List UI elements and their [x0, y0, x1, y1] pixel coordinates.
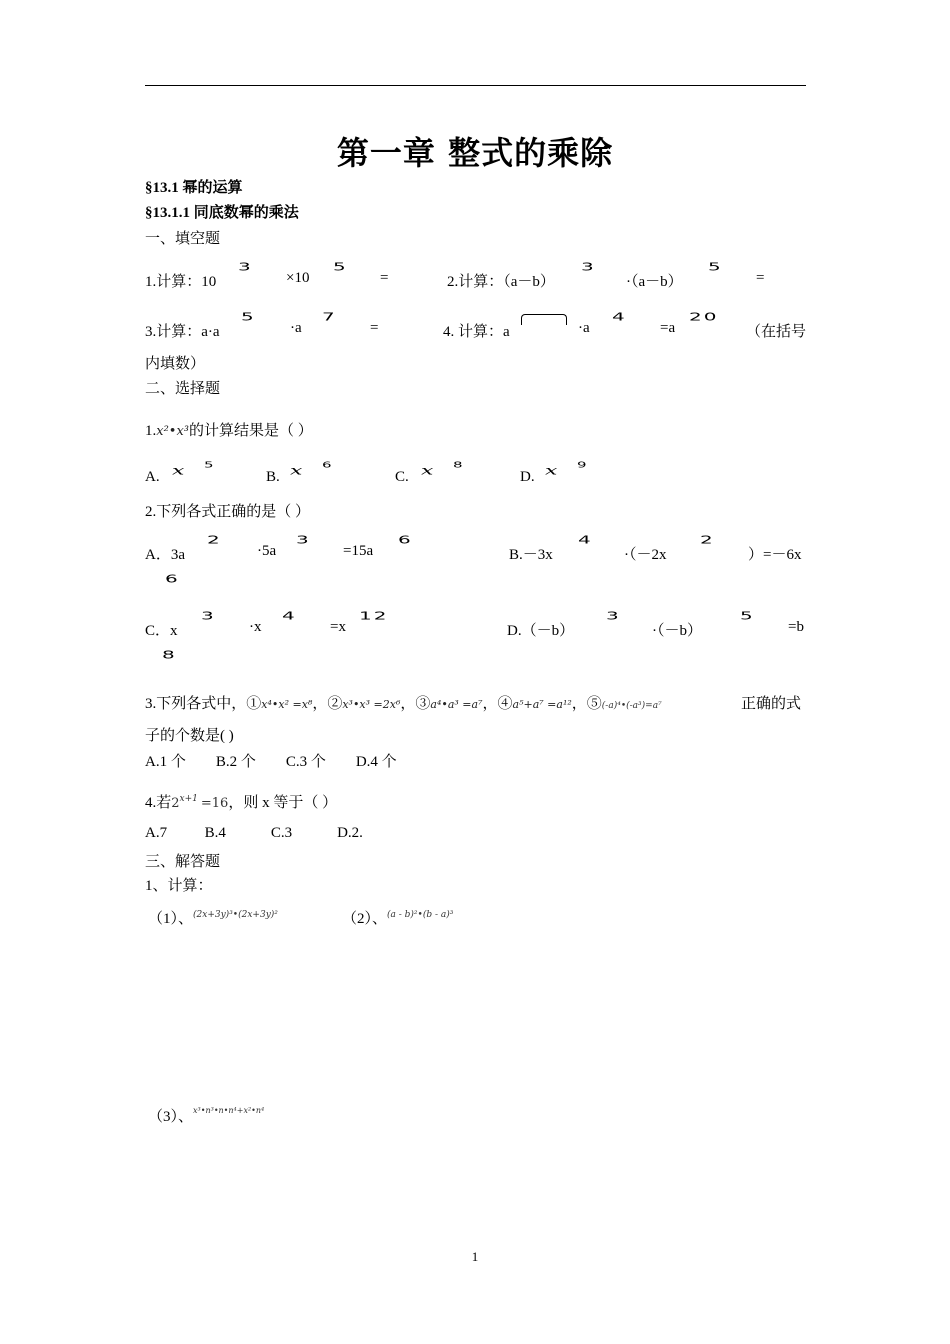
- choice-q3-expr4: a⁵+a⁷ =a¹²: [512, 698, 572, 711]
- choice-q4-base: 2: [171, 796, 180, 811]
- solve-p2-expr: (a - b)²•(b - a)³: [387, 910, 454, 920]
- chapter-title: 第一章 整式的乘除: [336, 134, 614, 172]
- fill-q2-exp2: 5: [708, 260, 723, 274]
- choice-q2-b2: ·（－2x: [624, 547, 667, 563]
- fill-q1: [145, 270, 216, 291]
- choice-q1-opt-c-base: x: [421, 464, 434, 478]
- fill-q2-mid: ·（a－b）: [626, 274, 683, 290]
- choice-q1-opt-b-base: x: [290, 464, 303, 478]
- solve-p2-label: （2）、: [342, 911, 388, 927]
- choice-q2-c1: C．x: [145, 623, 178, 639]
- choice-q3-prefix: 3.下列各式中，①: [145, 696, 262, 712]
- page-number: 1: [471, 1249, 479, 1264]
- choice-q2-c2: ·x: [249, 619, 262, 635]
- fill-q3-exp2: 7: [322, 310, 337, 324]
- choice-q1: [145, 419, 313, 440]
- choice-q1-prefix: 1.: [145, 423, 157, 439]
- choice-q1-opt-c-exp: 8: [453, 460, 465, 470]
- choice-q1-opt-c-label: C.: [395, 469, 409, 485]
- solve-p2: [342, 907, 453, 928]
- solve-p3: [148, 1105, 264, 1126]
- fill-q3-eq: =: [370, 320, 379, 336]
- choice-q1-opt-d-base: x: [545, 464, 558, 478]
- fill-q4-note: （在括号: [746, 324, 807, 340]
- choice-q2: 2.下列各式正确的是（ ）: [145, 504, 311, 520]
- fill-q3-exp1: 5: [241, 310, 256, 324]
- choice-q4: [145, 791, 337, 812]
- fill-q1-text: 1.计算：10: [145, 274, 217, 290]
- fill-q4-note-cont: 内填数）: [145, 356, 206, 372]
- choice-q2-d1: D.（－b）: [507, 623, 575, 639]
- choice-q2-d-exp3: 8: [162, 648, 177, 662]
- choice-q1-suffix: 的计算结果是（ ）: [189, 423, 313, 439]
- fill-q4-mid: ·a: [578, 320, 590, 336]
- choice-q2-a2: ·5a: [257, 543, 277, 559]
- fill-q1-exp2: 5: [333, 260, 348, 274]
- choice-q1-opt-b-exp: 6: [322, 460, 334, 470]
- choice-q1-opt-a-base: x: [172, 464, 185, 478]
- fill-heading: 一、填空题: [145, 231, 221, 247]
- subsection-heading: §13.1.1 同底数幂的乘法: [145, 205, 299, 221]
- choice-q1-expr: x²•x³: [156, 424, 190, 439]
- choice-q1-opt-a-exp: 5: [204, 460, 216, 470]
- choice-q2-a-exp1: 2: [207, 533, 222, 547]
- solve-q1: 1、计算：: [145, 878, 213, 894]
- choice-q3: [145, 692, 662, 713]
- fill-q3-mid: ·a: [290, 320, 302, 336]
- header-rule: [145, 85, 806, 86]
- choice-q4-suffix: ，则 x 等于（ ）: [228, 795, 338, 811]
- choice-q2-b-exp2: 2: [700, 533, 715, 547]
- fill-q2-exp1: 3: [581, 260, 596, 274]
- fill-q3-text: 3.计算：a·a: [145, 324, 220, 340]
- choice-q4-options: A.7 B.4 C.3 D.2.: [145, 825, 363, 841]
- solve-p1-expr: (2x+3y)³•(2x+3y)²: [193, 910, 278, 920]
- choice-q2-b-exp1: 4: [578, 533, 593, 547]
- choice-q3-expr1: x⁴•x² =x⁸: [261, 698, 313, 711]
- choice-q3-options: A.1 个 B.2 个 C.3 个 D.4 个: [145, 754, 397, 770]
- choice-q2-d3: =b: [788, 619, 804, 635]
- choice-q2-d-exp1: 3: [606, 609, 621, 623]
- fill-q2-text: 2.计算：（a－b）: [447, 274, 555, 290]
- section-heading: §13.1 幂的运算: [145, 180, 243, 196]
- choice-q2-c-exp2: 4: [282, 609, 297, 623]
- fill-q4-text: 4. 计算：a: [443, 324, 510, 340]
- solve-p3-label: （3）、: [148, 1109, 194, 1125]
- choice-q2-c3: =x: [330, 619, 346, 635]
- choice-q2-c-exp3: 12: [359, 609, 389, 623]
- choice-q1-opt-a-label: A.: [145, 469, 160, 485]
- solve-p1: [148, 907, 278, 928]
- choice-q3-expr2: x³•x³ =2x⁶: [342, 698, 401, 711]
- choice-q2-a3: =15a: [343, 543, 374, 559]
- choice-q4-exp: x+1: [179, 794, 198, 804]
- choice-q3-sep2: ，②: [312, 696, 343, 712]
- choice-q2-d-exp2: 5: [740, 609, 755, 623]
- choice-q2-a-exp2: 3: [296, 533, 311, 547]
- choice-q3-sep4: ，④: [482, 696, 513, 712]
- choice-q2-d2: ·（－b）: [652, 623, 702, 639]
- choice-q1-opt-b-label: B.: [266, 469, 280, 485]
- choice-q2-a1: A．3a: [145, 547, 185, 563]
- solve-p1-label: （1）、: [148, 911, 194, 927]
- fill-q2-eq: =: [756, 270, 765, 286]
- choice-q3-sep5: ，⑤: [571, 696, 602, 712]
- fill-q4-exp2: 20: [689, 310, 719, 324]
- choice-q3-expr3: a⁴•a³ =a⁷: [430, 698, 483, 711]
- choice-q1-opt-d-exp: 9: [577, 460, 589, 470]
- choice-q4-eq: =16: [200, 796, 229, 811]
- choice-heading: 二、选择题: [145, 381, 221, 397]
- fill-q1-eq: =: [380, 270, 389, 286]
- choice-q2-b3: ）=－6x: [748, 547, 802, 563]
- solve-heading: 三、解答题: [145, 854, 221, 870]
- solve-p3-expr: x³•n³•n•n⁴+x²•n⁴: [193, 1106, 265, 1115]
- choice-q3-expr5: (-a)⁴•(-a³)=a⁷: [601, 701, 662, 711]
- choice-q3-tail: 正确的式: [741, 696, 802, 712]
- choice-q4-prefix: 4.若: [145, 795, 172, 811]
- fill-q4-eq: =a: [660, 320, 676, 336]
- fill-q1-mid: ×10: [286, 270, 310, 286]
- choice-q2-a-exp3: 6: [398, 533, 413, 547]
- choice-q3-sep3: ，③: [400, 696, 431, 712]
- fill-q1-exp1: 3: [238, 260, 253, 274]
- choice-q2-b1: B.－3x: [509, 547, 553, 563]
- fill-q4-blank[interactable]: [521, 313, 567, 330]
- choice-q3-line2: 子的个数是( ): [145, 728, 234, 744]
- choice-q1-opt-d-label: D.: [520, 469, 535, 485]
- fill-q4-exp1: 4: [612, 310, 627, 324]
- choice-q2-b-exp3: 6: [165, 572, 180, 586]
- choice-q2-c-exp1: 3: [201, 609, 216, 623]
